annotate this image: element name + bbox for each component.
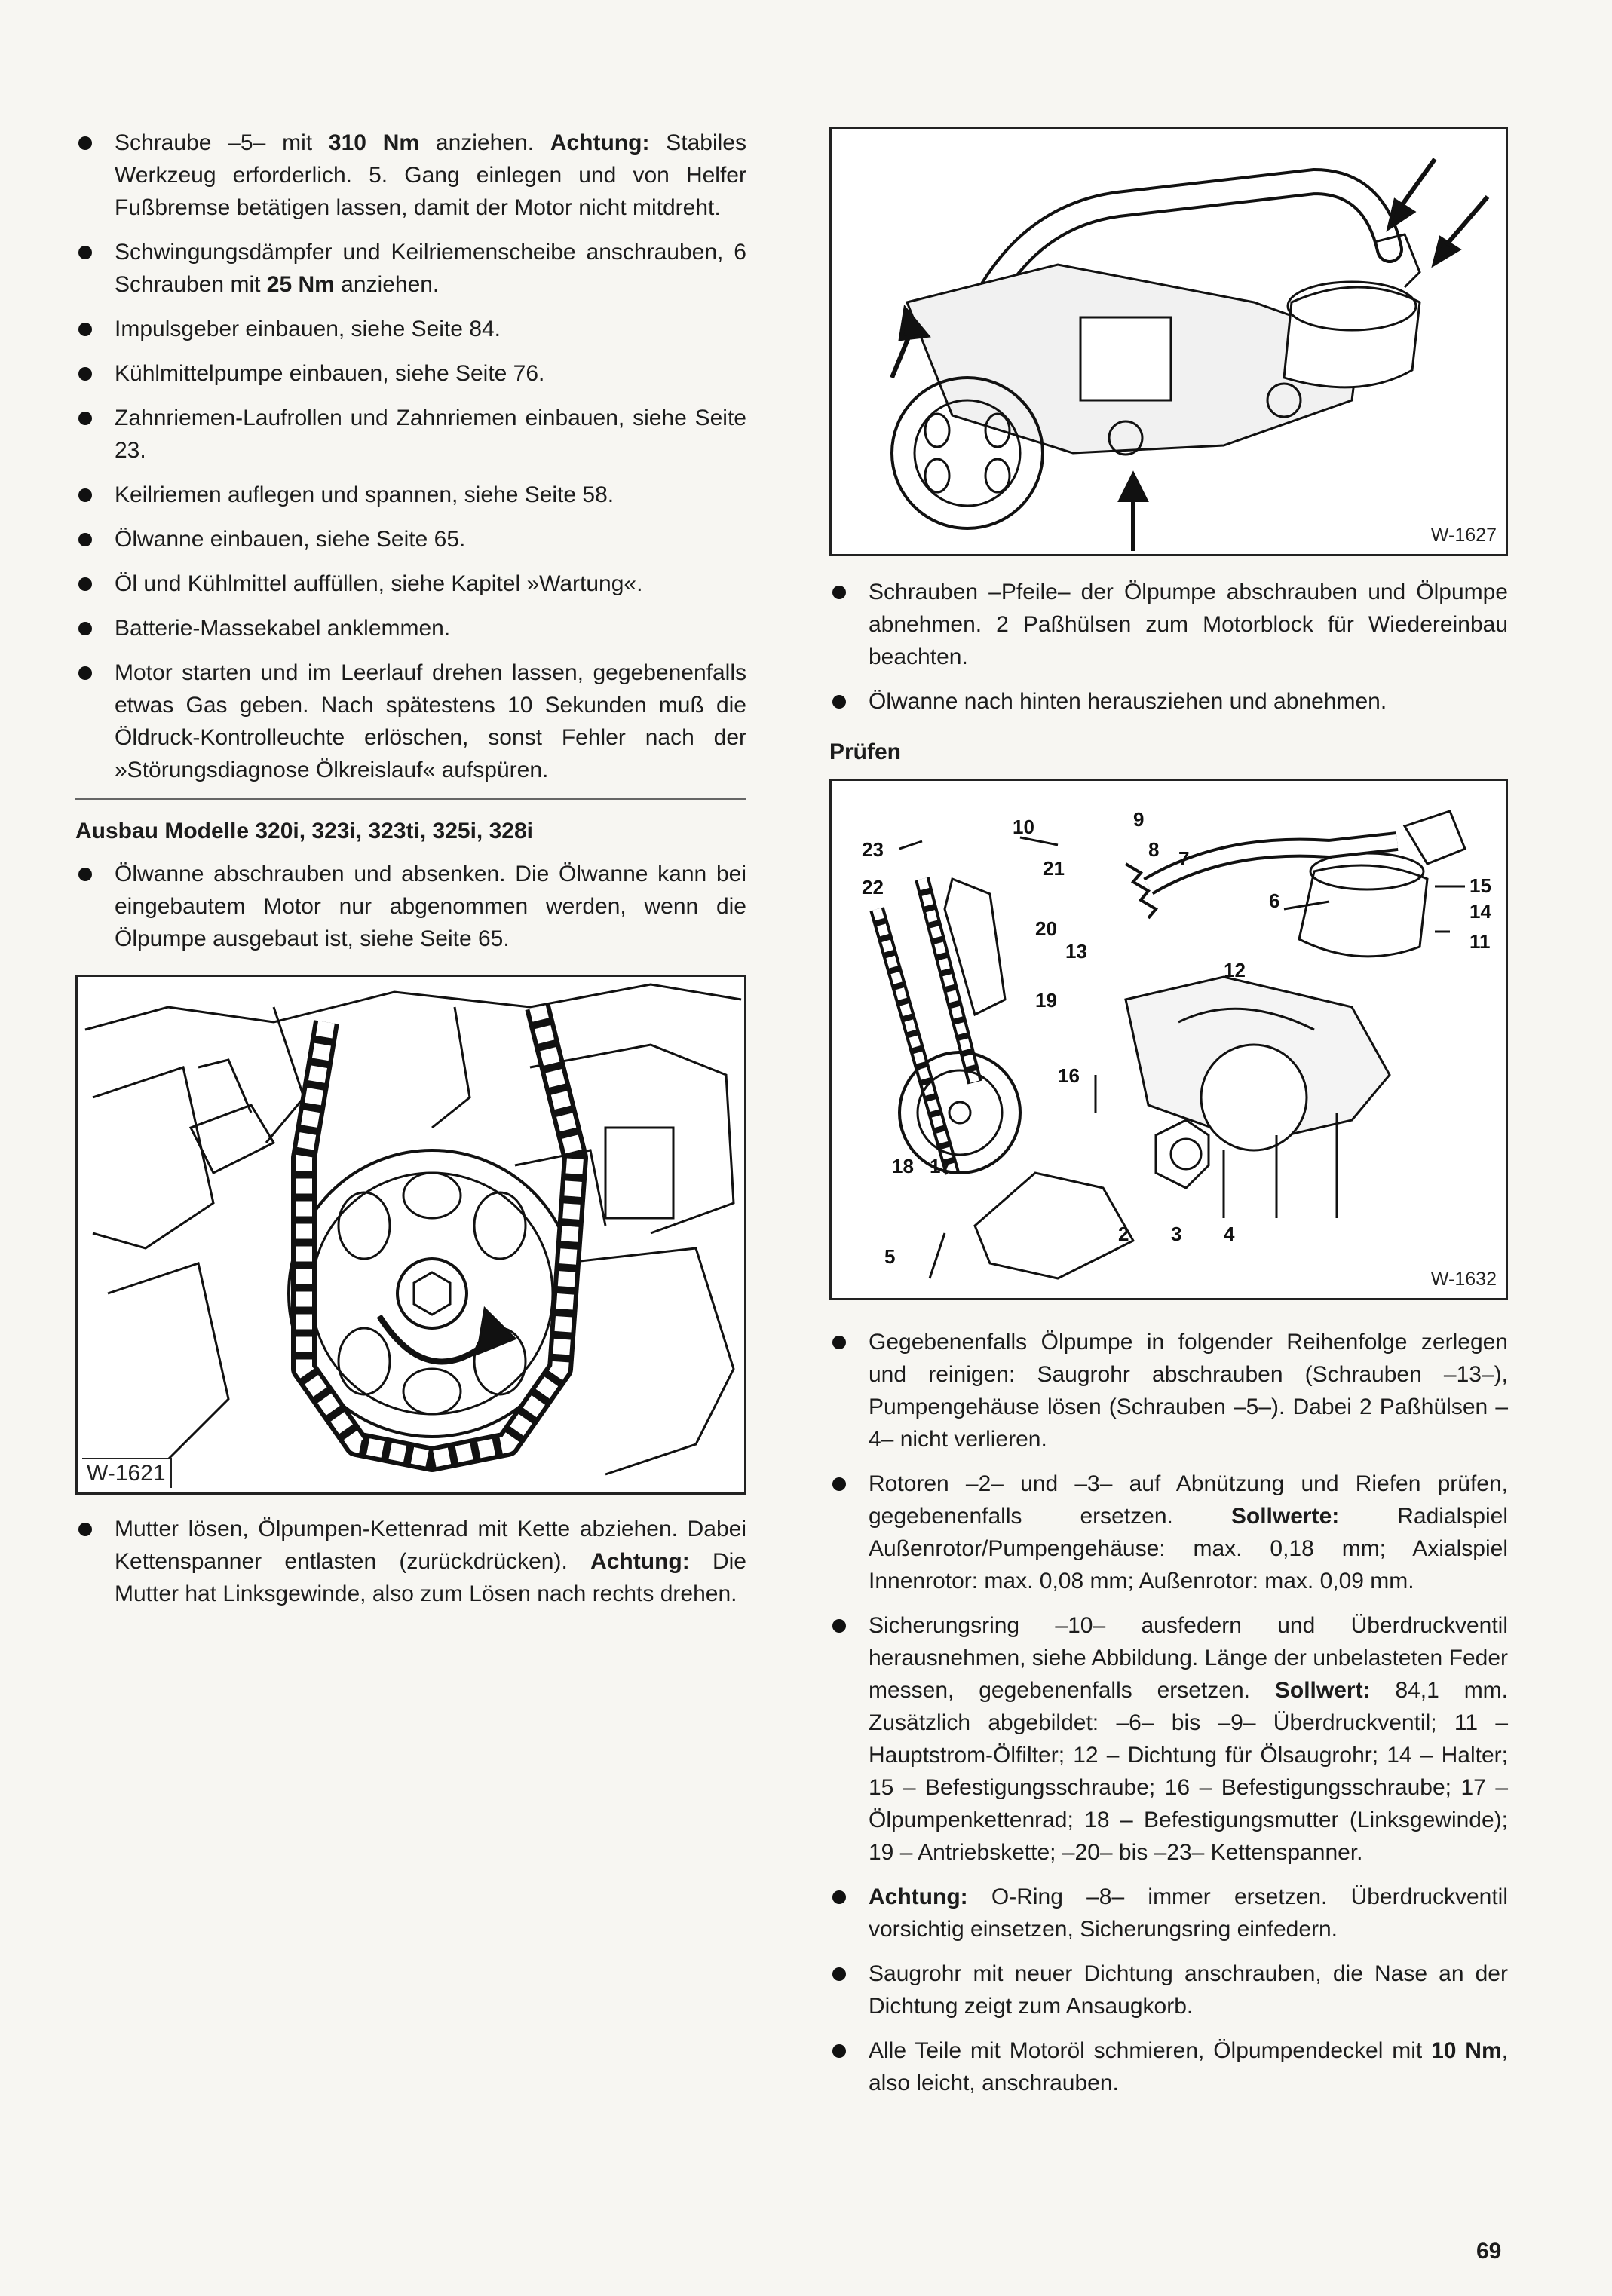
part-label-11: 11 [1469,930,1491,953]
bullet-item [75,612,746,644]
bullet-text: Öl und Kühlmittel auffüllen, siehe Kapitel »Wartung«. [115,571,643,596]
bullet-item [75,313,746,345]
part-label-6: 6 [1269,889,1280,912]
bullet-text: Radialspiel Außenrotor/Pumpengehäuse: max. 0,18 mm; Axialspiel Innenrotor: max. 0,08 mm; Außenrotor: max. 0,09 mm. [869,1504,1508,1593]
bullet-text: Batterie-Massekabel anklemmen. [115,616,451,641]
bullet-text: Stabiles Werkzeug erforderlich. 5. Gang einlegen und von Helfer Fußbremse betätigen lassen, damit der Motor nicht mitdreht. [115,130,746,220]
bullet-item [75,479,746,511]
bullet-text: O-Ring –8– immer ersetzen. Überdruckventil vorsichtig einsetzen, Sicherungsring einfedern. [869,1884,1508,1942]
part-label-7: 7 [1178,847,1190,870]
part-label-9: 9 [1133,808,1145,831]
bullet-item [75,1513,746,1610]
bullet-dot-icon [832,2044,846,2058]
part-label-13: 13 [1065,940,1087,963]
bullet-text: Kühlmittelpumpe einbauen, siehe Seite 76. [115,361,545,386]
bullet-dot-icon [832,1477,846,1491]
bullet-dot-icon [78,367,92,381]
bullet-dot-icon [78,622,92,635]
bullet-item [75,657,746,786]
part-label-22: 22 [862,876,884,899]
figure-code-w1621: W-1621 [82,1458,172,1488]
bullet-dot-icon [832,1967,846,1981]
bullet-text: Schrauben –Pfeile– der Ölpumpe abschrauben und Ölpumpe abnehmen. 2 Paßhülsen zum Motorblock für Wiedereinbau beachten. [869,580,1508,669]
bullet-text: , also leicht, anschrauben. [869,2038,1508,2095]
bullet-item [829,576,1508,673]
section-heading-ausbau: Ausbau Modelle 320i, 323i, 323ti, 325i, 328i [75,819,533,843]
bullet-list-bottom [75,1513,746,1610]
bullet-text: 10 Nm [1431,2038,1502,2063]
bullet-dot-icon [78,577,92,591]
section-divider [75,798,746,800]
part-label-20: 20 [1035,917,1057,940]
figure-w1621-chain-sprocket [75,975,746,1495]
bullet-dot-icon [78,323,92,336]
bullet-list-mid [75,858,746,955]
bullet-item [75,357,746,390]
bullet-item [75,402,746,467]
bullet-item [75,568,746,600]
bullet-list-top [75,127,746,786]
bullet-text: Achtung: [869,1884,968,1909]
bullet-list-b [829,1326,1508,2099]
part-label-15: 15 [1469,874,1491,897]
bullet-text: 25 Nm [266,272,335,297]
oil-pump-illustration [832,129,1506,554]
figure-code-w1632: W-1632 [1427,1267,1501,1292]
bullet-text: Ölwanne nach hinten herausziehen und abnehmen. [869,689,1387,714]
bullet-text: Sollwert: [1274,1678,1371,1703]
bullet-text: Ölwanne einbauen, siehe Seite 65. [115,527,466,552]
bullet-dot-icon [78,136,92,150]
bullet-text: Sicherungsring –10– ausfedern und Überdruckventil herausnehmen, siehe Abbildung. Länge der unbelasteten Feder messen, gegebenenfalls ersetzen. [869,1613,1508,1703]
bullet-text: Rotoren –2– und –3– auf Abnützung und Riefen prüfen, gegebenenfalls ersetzen. [869,1471,1508,1529]
bullet-text: anziehen. [419,130,550,155]
left-column [75,127,746,1622]
bullet-dot-icon [832,586,846,599]
exploded-view-illustration [832,781,1506,1298]
bullet-dot-icon [832,1336,846,1349]
bullet-item [829,1881,1508,1945]
bullet-text: Achtung: [590,1549,690,1574]
bullet-dot-icon [832,1890,846,1904]
part-label-17: 17 [930,1155,952,1177]
bullet-item [75,858,746,955]
bullet-dot-icon [78,533,92,546]
part-label-4: 4 [1224,1223,1235,1245]
bullet-dot-icon [78,246,92,259]
part-label-2: 2 [1118,1223,1129,1245]
bullet-text: Schwingungsdämpfer und Keilriemenscheibe anschrauben, 6 Schrauben mit [115,240,746,297]
bullet-text: Gegebenenfalls Ölpumpe in folgender Reihenfolge zerlegen und reinigen: Saugrohr abschrauben (Schrauben –13–), Pumpengehäuse lösen (Schrauben –5–). Dabei 2 Paßhülsen –4– nicht verlieren. [869,1330,1508,1452]
subheading-pruefen: Prüfen [829,739,902,764]
part-label-21: 21 [1043,857,1065,880]
bullet-text: Sollwerte: [1230,1504,1340,1529]
figure-w1627-oil-pump [829,127,1508,556]
part-label-3: 3 [1171,1223,1182,1245]
bullet-dot-icon [78,488,92,502]
bullet-text: 84,1 mm. Zusätzlich abgebildet: –6– bis –9– Überdruckventil; 11 – Hauptstrom-Ölfilter; 12 – Dichtung für Ölsaugrohr; 14 – Halter; 15 – Befestigungsschraube; 16 – Befestigungsschraube; 17 – Ölpumpenkettenrad; 18 – Befestigungsmutter (Linksgewinde); 19 – Antriebskette; –20– bis –23– Kettenspanner. [869,1678,1509,1865]
bullet-text: Impulsgeber einbauen, siehe Seite 84. [115,317,501,341]
bullet-dot-icon [832,1619,846,1633]
part-label-14: 14 [1469,900,1491,923]
bullet-list-a [829,576,1508,718]
part-label-10: 10 [1013,816,1034,838]
page-number: 69 [1476,2239,1502,2264]
figure-code-w1627: W-1627 [1427,523,1501,548]
bullet-item [829,685,1508,718]
part-label-8: 8 [1148,838,1160,861]
bullet-text: Mutter lösen, Ölpumpen-Kettenrad mit Kette abziehen. Dabei Kettenspanner entlasten (zurückdrücken). [115,1517,746,1574]
bullet-item [829,1958,1508,2022]
bullet-text: Schraube –5– mit [115,130,329,155]
bullet-dot-icon [78,1523,92,1536]
bullet-item [75,523,746,556]
bullet-item [75,236,746,301]
bullet-dot-icon [78,868,92,881]
bullet-dot-icon [78,412,92,425]
bullet-item [829,1468,1508,1597]
part-label-23: 23 [862,838,884,861]
part-label-16: 16 [1058,1064,1080,1087]
bullet-item [829,2034,1508,2099]
part-label-19: 19 [1035,989,1057,1012]
bullet-text: anziehen. [334,272,440,297]
bullet-item [829,1326,1508,1456]
part-label-18: 18 [892,1155,914,1177]
bullet-dot-icon [832,695,846,709]
figure-w1632-exploded-view [829,779,1508,1300]
bullet-text: Zahnriemen-Laufrollen und Zahnriemen einbauen, siehe Seite 23. [115,406,746,463]
bullet-text: Ölwanne abschrauben und absenken. Die Ölwanne kann bei eingebautem Motor nur abgenommen werden, wenn die Ölpumpe ausgebaut ist, siehe Seite 65. [115,862,746,951]
right-column [829,127,1508,2111]
part-label-5: 5 [884,1245,896,1268]
bullet-text: 310 Nm [328,130,420,155]
bullet-item [829,1609,1508,1869]
bullet-item [75,127,746,224]
bullet-text: Achtung: [550,130,650,155]
part-label-12: 12 [1224,959,1246,981]
bullet-dot-icon [78,666,92,680]
bullet-text: Saugrohr mit neuer Dichtung anschrauben, die Nase an der Dichtung zeigt zum Ansaugkorb. [869,1961,1508,2019]
chain-sprocket-illustration [78,977,744,1492]
bullet-text: Die Mutter hat Linksgewinde, also zum Lösen nach rechts drehen. [115,1549,746,1606]
bullet-text: Motor starten und im Leerlauf drehen lassen, gegebenenfalls etwas Gas geben. Nach spätestens 10 Sekunden muß die Öldruck-Kontrolleuchte erlöschen, sonst Fehler nach der »Störungsdiagnose Ölkreislauf« aufspüren. [115,660,746,782]
bullet-text: Alle Teile mit Motoröl schmieren, Ölpumpendeckel mit [869,2038,1432,2063]
bullet-text: Keilriemen auflegen und spannen, siehe Seite 58. [115,482,614,507]
